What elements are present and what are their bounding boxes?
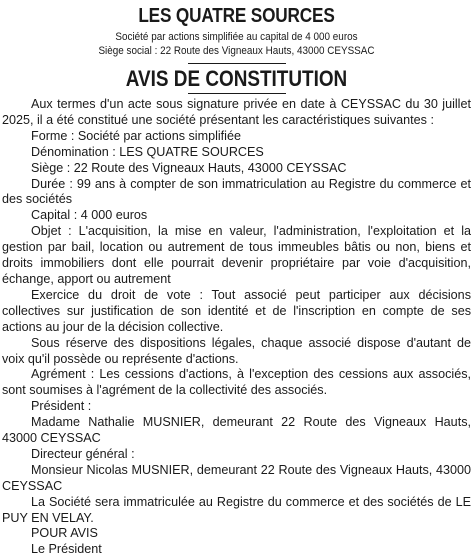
paragraph-director-heading: Directeur général : [31, 446, 135, 461]
paragraph-votes: Sous réserve des dispositions légales, chaque associé dispose d'autant de voix qu'il possède ou représente d'actions. [2, 335, 471, 366]
notice-title: AVIS DE CONSTITUTION [125, 66, 348, 91]
company-form-line: Société par actions simplifiée au capital de 4 000 euros [115, 31, 358, 43]
paragraph-intro: Aux termes d'un acte sous signature privée en date à CEYSSAC du 30 juillet 2025, il a été constitué une société présentant les caractéristiques suivantes : [2, 97, 471, 127]
paragraph-capital: Capital : 4 000 euros [31, 208, 148, 223]
paragraph-approval: Agrément : Les cessions d'actions, à l'exception des cessions aux associés, sont soumises à l'agrément de la collectivité des associés. [2, 367, 471, 398]
paragraph-registration: La Société sera immatriculée au Registre du commerce et des sociétés de LE PUY EN VELAY. [2, 494, 471, 525]
paragraph-signature: Le Président [31, 542, 102, 557]
paragraph-duration: Durée : 99 ans à compter de son immatriculation au Registre du commerce et des sociétés [2, 176, 471, 207]
paragraph-director: Monsieur Nicolas MUSNIER, demeurant 22 Route des Vigneaux Hauts, 43000 CEYSSAC [2, 462, 471, 493]
divider-bottom [188, 93, 286, 94]
company-name: LES QUATRE SOURCES [138, 5, 335, 27]
divider-top [188, 63, 286, 64]
notice-body [2, 97, 471, 558]
paragraph-form: Forme : Société par actions simplifiée [31, 128, 241, 143]
paragraph-seat: Siège : 22 Route des Vigneaux Hauts, 43000 CEYSSAC [31, 160, 347, 175]
paragraph-voting: Exercice du droit de vote : Tout associé peut participer aux décisions collectives sur justification de son identité et de l'inscription en compte de ses actions au jour de la décision collective. [2, 287, 471, 334]
paragraph-name: Dénomination : LES QUATRE SOURCES [31, 144, 264, 159]
paragraph-president: Madame Nathalie MUSNIER, demeurant 22 Route des Vigneaux Hauts, 43000 CEYSSAC [2, 415, 471, 446]
paragraph-president-heading: Président : [31, 399, 92, 414]
paragraph-purpose: Objet : L'acquisition, la mise en valeur, l'administration, l'exploitation et la gestion par bail, location ou autrement de tous immeubles bâtis ou non, biens et droits immobiliers dont elle pourrait devenir propriétaire par voie d'acquisition, échange, apport ou autrement [2, 224, 471, 286]
paragraph-pour-avis: POUR AVIS [31, 526, 98, 541]
company-seat-line: Siège social : 22 Route des Vigneaux Hauts, 43000 CEYSSAC [98, 45, 375, 57]
